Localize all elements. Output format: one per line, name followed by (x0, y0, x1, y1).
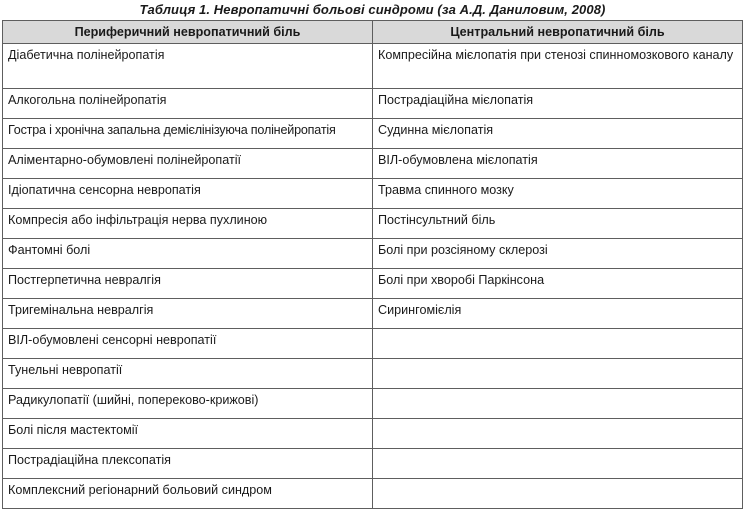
peripheral-cell: Фантомні болі (3, 239, 373, 269)
central-cell: Болі при хворобі Паркінсона (373, 269, 743, 299)
central-cell: Травма спинного мозку (373, 179, 743, 209)
peripheral-cell: Діабетична полінейропатія (3, 44, 373, 89)
central-cell (373, 329, 743, 359)
table-row (3, 269, 743, 299)
table-row (3, 359, 743, 389)
peripheral-cell: Тунельні невропатії (3, 359, 373, 389)
peripheral-cell: Радикулопатії (шийні, попереково-крижові) (3, 389, 373, 419)
table-row (3, 299, 743, 329)
peripheral-cell: Пострадіаційна плексопатія (3, 449, 373, 479)
central-cell: Сирингомієлія (373, 299, 743, 329)
peripheral-cell: Постгерпетична невралгія (3, 269, 373, 299)
peripheral-cell: Гостра і хронічна запальна демієлінізуюча полінейропатія (3, 119, 373, 149)
table-header-row (3, 21, 743, 44)
table-row (3, 89, 743, 119)
peripheral-cell: Комплексний регіонарний больовий синдром (3, 479, 373, 509)
peripheral-cell: Ідіопатична сенсорна невропатія (3, 179, 373, 209)
table-row (3, 329, 743, 359)
central-cell: ВІЛ-обумовлена мієлопатія (373, 149, 743, 179)
table-row (3, 389, 743, 419)
central-cell: Постінсультний біль (373, 209, 743, 239)
central-cell: Судинна мієлопатія (373, 119, 743, 149)
table-row (3, 44, 743, 89)
table-row (3, 179, 743, 209)
central-cell (373, 359, 743, 389)
table-row (3, 239, 743, 269)
peripheral-cell: Тригемінальна невралгія (3, 299, 373, 329)
peripheral-cell: Компресія або інфільтрація нерва пухлиною (3, 209, 373, 239)
header-central: Центральний невропатичний біль (373, 21, 743, 44)
central-cell (373, 449, 743, 479)
neuropathic-pain-table (2, 20, 743, 509)
central-cell: Компресійна мієлопатія при стенозі спинномозкового каналу (373, 44, 743, 89)
central-cell (373, 389, 743, 419)
header-peripheral: Периферичний невропатичний біль (3, 21, 373, 44)
central-cell (373, 419, 743, 449)
table-row (3, 479, 743, 509)
table-caption: Таблиця 1. Невропатичні больові синдроми (за А.Д. Даниловим, 2008) (139, 2, 606, 17)
peripheral-cell: Болі після мастектомії (3, 419, 373, 449)
central-cell: Пострадіаційна мієлопатія (373, 89, 743, 119)
table-row (3, 419, 743, 449)
peripheral-cell: Алкогольна полінейропатія (3, 89, 373, 119)
table-row (3, 119, 743, 149)
table-row (3, 209, 743, 239)
peripheral-cell: ВІЛ-обумовлені сенсорні невропатії (3, 329, 373, 359)
table-row (3, 449, 743, 479)
central-cell: Болі при розсіяному склерозі (373, 239, 743, 269)
peripheral-cell: Аліментарно-обумовлені полінейропатії (3, 149, 373, 179)
table-row (3, 149, 743, 179)
central-cell (373, 479, 743, 509)
